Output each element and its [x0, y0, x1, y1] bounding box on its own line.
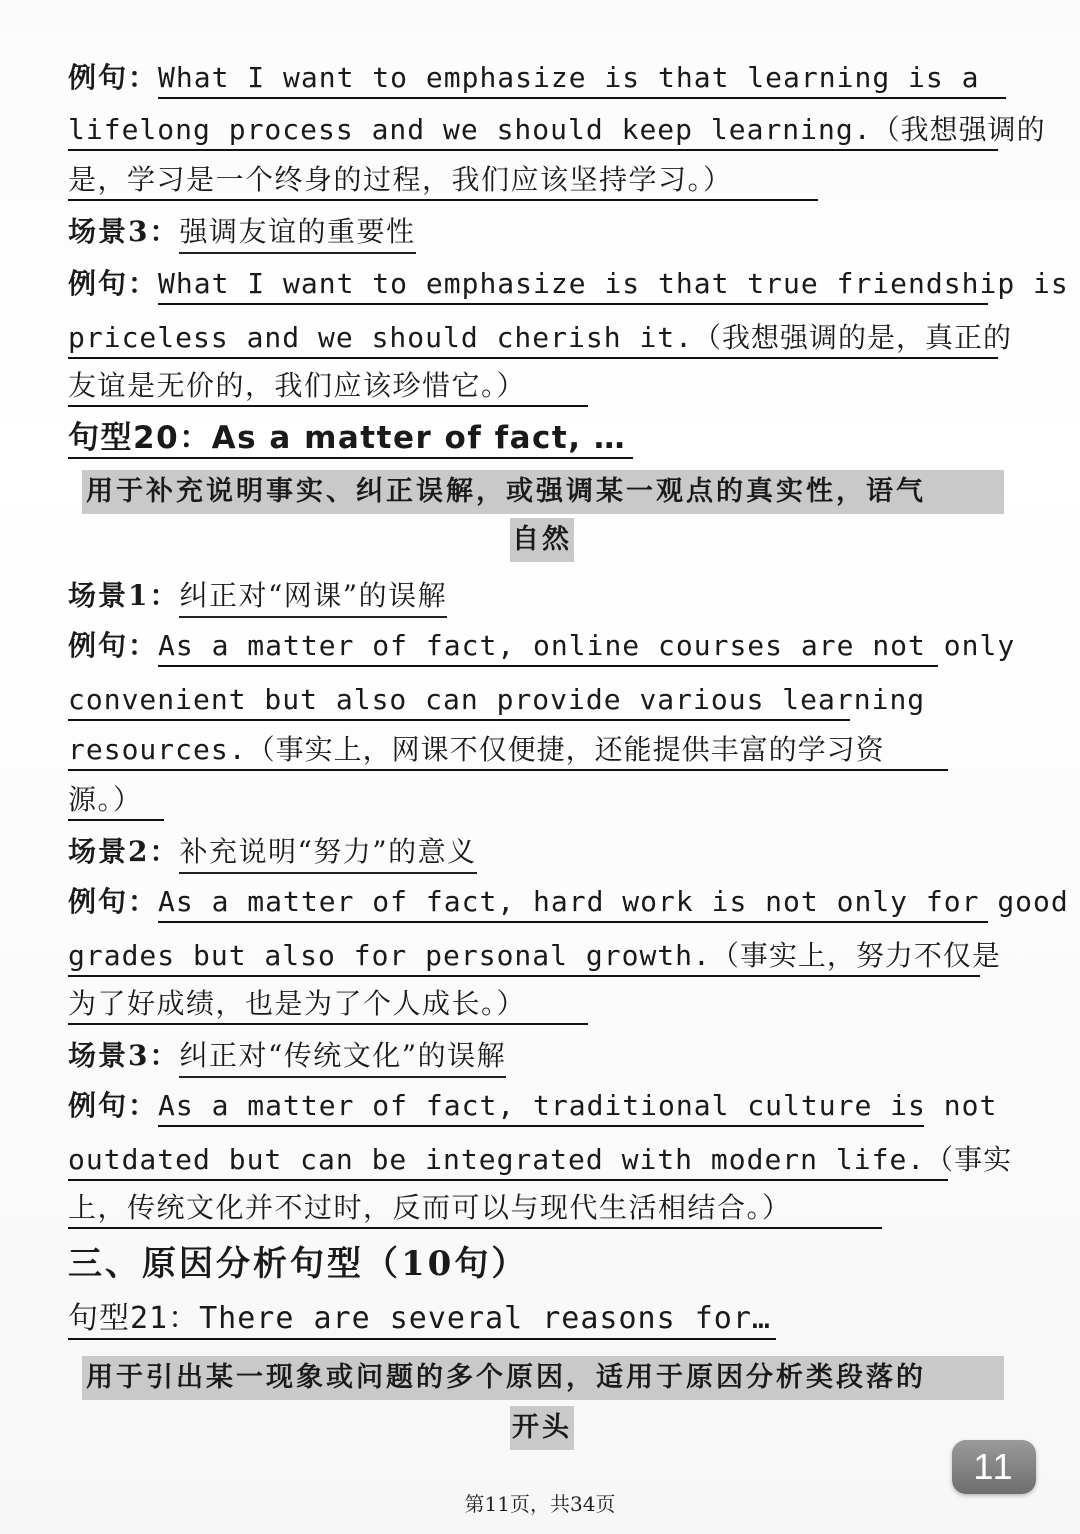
page-number-badge: 11	[952, 1440, 1036, 1494]
example-line	[68, 1088, 998, 1127]
example-text: grades but also for personal growth.（事实上，努力不仅是	[68, 938, 980, 977]
scene-label: 场景3：	[68, 1039, 180, 1072]
usage-highlight: 用于引出某一现象或问题的多个原因，适用于原因分析类段落的	[82, 1356, 1004, 1400]
example-line	[68, 368, 588, 407]
example-line	[68, 1142, 1013, 1181]
example-translation: 上，传统文化并不过时，反而可以与现代生活相结合。）	[68, 1190, 882, 1229]
example-line	[68, 628, 1016, 667]
example-text: priceless and we should cherish it.（我想强调的是，真正的	[68, 320, 998, 359]
example-line	[68, 884, 1069, 923]
pattern21-title: 句型21：There are several reasons for…	[68, 1301, 776, 1340]
example-text: What I want to emphasize is that learning is a	[158, 60, 1006, 99]
example-translation: 为了好成绩，也是为了个人成长。）	[68, 986, 588, 1025]
example-text: As a matter of fact, hard work is not only for good	[158, 884, 988, 923]
example-line	[68, 320, 1013, 359]
example-translation: 友谊是无价的，我们应该珍惜它。）	[68, 368, 588, 407]
example-line	[68, 732, 948, 771]
pattern-title	[68, 420, 633, 459]
example-text: As a matter of fact, traditional culture is not	[158, 1088, 924, 1127]
example-line	[68, 986, 588, 1025]
example-line	[68, 1190, 882, 1229]
pattern-title	[68, 1300, 776, 1340]
scene-text: 纠正对“网课”的误解	[179, 578, 447, 618]
example-label: 例句：	[68, 629, 159, 662]
example-label: 例句：	[68, 885, 159, 918]
example-text: What I want to emphasize is that true friendship is	[158, 266, 988, 305]
scene-label: 场景1：	[68, 579, 180, 612]
example-label: 例句：	[68, 61, 159, 94]
example-line	[68, 112, 1046, 151]
example-line	[68, 162, 818, 201]
usage-highlight: 用于补充说明事实、纠正误解，或强调某一观点的真实性，语气	[82, 470, 1004, 514]
example-label: 例句：	[68, 267, 159, 300]
scene-line	[68, 834, 477, 874]
example-label: 例句：	[68, 1089, 159, 1122]
example-text: convenient but also can provide various learning	[68, 682, 850, 721]
example-line	[68, 682, 926, 721]
scene-label: 场景2：	[68, 835, 180, 868]
usage-highlight: 自然	[510, 518, 574, 562]
scene-label: 场景3：	[68, 215, 180, 248]
scene-line	[68, 578, 447, 618]
usage-highlight: 开头	[510, 1406, 574, 1450]
example-line	[68, 60, 1006, 99]
scene-text: 强调友谊的重要性	[179, 214, 415, 254]
example-text: As a matter of fact, online courses are not only	[158, 628, 938, 667]
example-line	[68, 938, 1001, 977]
example-translation: 源。）	[68, 782, 164, 821]
example-text: lifelong process and we should keep learning.（我想强调的	[68, 112, 998, 151]
scene-line	[68, 214, 416, 254]
scene-text: 补充说明“努力”的意义	[179, 834, 476, 874]
scene-text: 纠正对“传统文化”的误解	[179, 1038, 506, 1078]
example-line	[68, 782, 164, 821]
page-footer: 第11页，共34页	[464, 1492, 616, 1516]
example-text: resources.（事实上，网课不仅便捷，还能提供丰富的学习资	[68, 732, 948, 771]
example-text: outdated but can be integrated with modern life.（事实	[68, 1142, 948, 1181]
section-title: 三、原因分析句型（10句）	[68, 1244, 529, 1284]
example-translation: 是，学习是一个终身的过程，我们应该坚持学习。）	[68, 162, 818, 201]
pattern20-title: 句型20：As a matter of fact, …	[68, 420, 633, 459]
example-line	[68, 266, 1069, 305]
scene-line	[68, 1038, 506, 1078]
